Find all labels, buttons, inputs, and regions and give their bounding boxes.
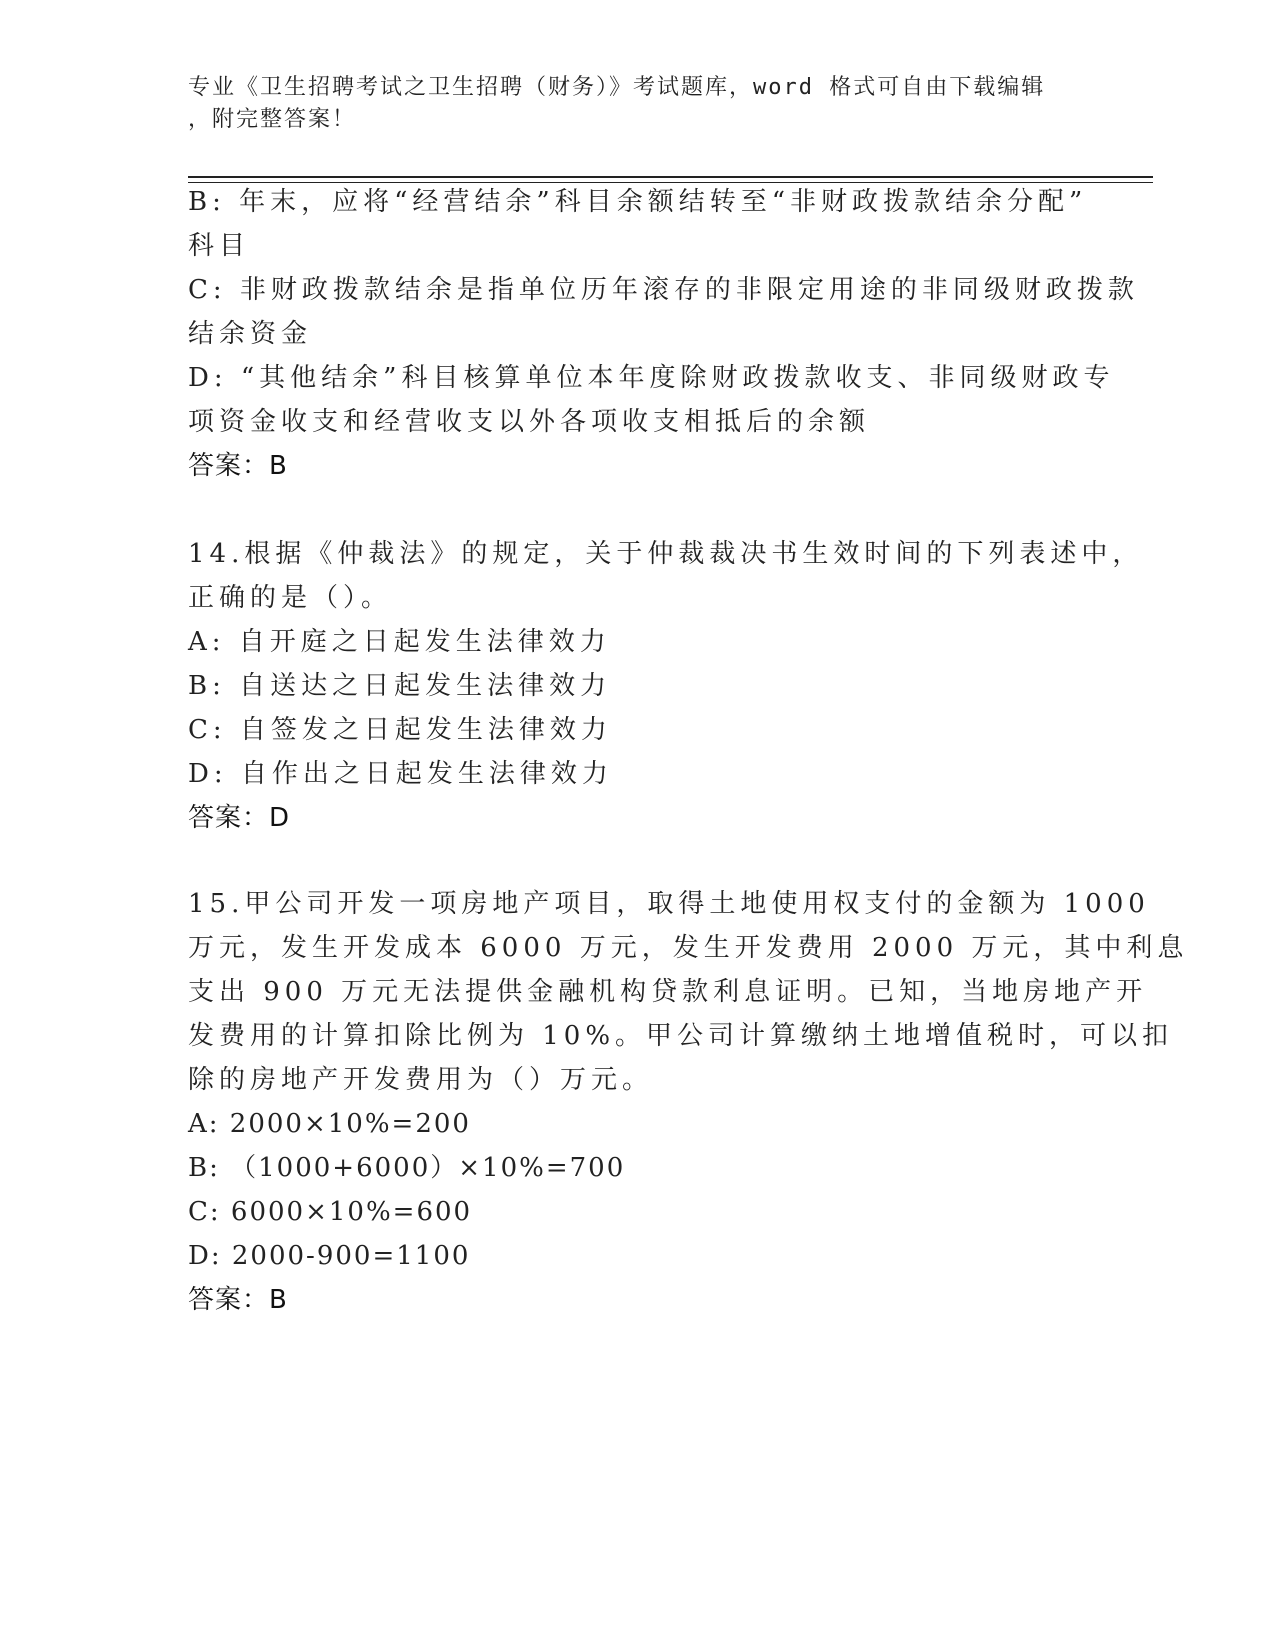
q15-answer: 答案：B	[188, 1285, 288, 1315]
q13-option-c-line-2: 结余资金	[188, 319, 313, 349]
q13-answer: 答案：B	[188, 451, 288, 481]
header-line-1: 专业《卫生招聘考试之卫生招聘（财务）》考试题库，word 格式可自由下载编辑	[188, 75, 1046, 100]
q14-option-a: A: 自开庭之日起发生法律效力	[188, 627, 611, 657]
header-divider-thin	[188, 182, 1153, 183]
q15-option-a: A: 2000×10%=200	[188, 1109, 471, 1139]
q15-option-b: B: （1000+6000）×10%=700	[188, 1153, 626, 1183]
q14-option-c: C: 自签发之日起发生法律效力	[188, 715, 612, 745]
document-header	[188, 72, 1088, 136]
q15-stem-line-3: 支出 900 万元无法提供金融机构贷款利息证明。已知，当地房地产开	[188, 977, 1148, 1007]
q14-stem-line-2: 正确的是（）。	[188, 583, 393, 613]
q13-option-b-line-1: B: 年末，应将“经营结余”科目余额结转至“非财政拨款结余分配”	[188, 187, 1088, 217]
q13-option-d-line-2: 项资金收支和经营收支以外各项收支相抵后的余额	[188, 407, 871, 437]
q13-option-c-line-1: C: 非财政拨款结余是指单位历年滚存的非限定用途的非同级财政拨款	[188, 275, 1139, 305]
q14-stem-line-1: 14.根据《仲裁法》的规定，关于仲裁裁决书生效时间的下列表述中，	[188, 539, 1144, 569]
q15-stem-line-2: 万元，发生开发成本 6000 万元，发生开发费用 2000 万元，其中利息	[188, 933, 1189, 963]
q15-stem-line-4: 发费用的计算扣除比例为 10%。甲公司计算缴纳土地增值税时，可以扣	[188, 1021, 1174, 1051]
q15-option-d: D: 2000-900=1100	[188, 1241, 471, 1271]
q14-option-b: B: 自送达之日起发生法律效力	[188, 671, 612, 701]
q14-option-d: D: 自作出之日起发生法律效力	[188, 759, 613, 789]
q15-stem-line-5: 除的房地产开发费用为（）万元。	[188, 1065, 654, 1095]
q15-stem-line-1: 15.甲公司开发一项房地产项目，取得土地使用权支付的金额为 1000	[188, 889, 1150, 919]
header-divider-thick	[188, 176, 1153, 178]
q15-option-c: C: 6000×10%=600	[188, 1197, 473, 1227]
q13-option-b-line-2: 科目	[188, 231, 251, 261]
header-line-2: ，附完整答案！	[188, 107, 357, 132]
q14-answer: 答案：D	[188, 803, 291, 833]
q13-option-d-line-1: D: “其他结余”科目核算单位本年度除财政拨款收支、非同级财政专	[188, 363, 1115, 393]
